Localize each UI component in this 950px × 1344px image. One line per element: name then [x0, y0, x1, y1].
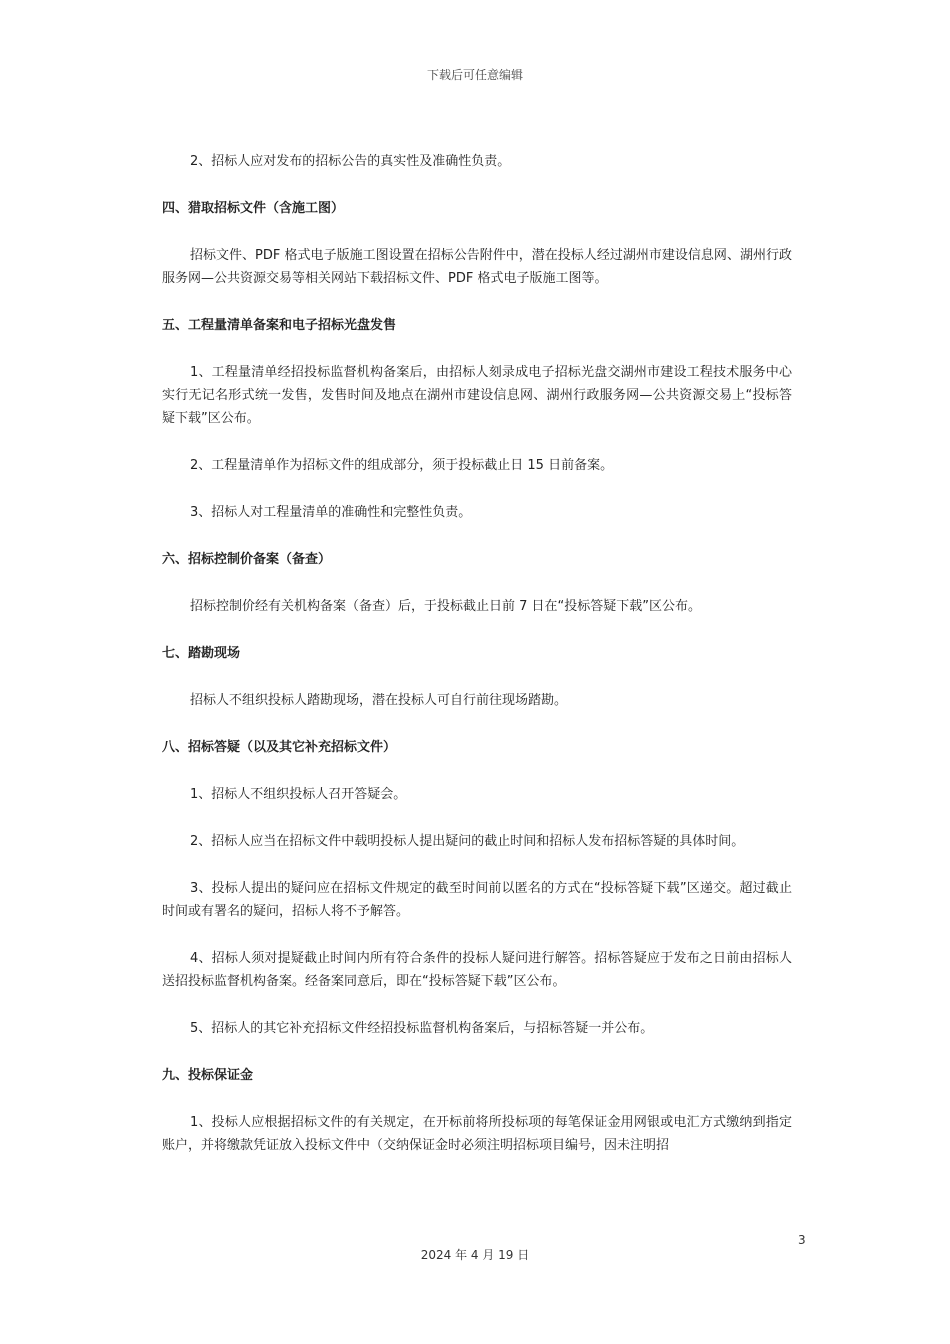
- section-heading: 八、招标答疑（以及其它补充招标文件）: [162, 740, 397, 755]
- paragraph: 2、工程量清单作为招标文件的组成部分，须于投标截止日 15 日前备案。: [190, 458, 614, 473]
- paragraph: 招标文件、PDF 格式电子版施工图设置在招标公告附件中，潜在投标人经过湖州市建设信息网、湖州行政服务网—公共资源交易等相关网站下载招标文件、PDF 格式电子版施工图等。: [162, 248, 792, 286]
- footer-date: 2024 年 4 月 19 日: [420, 1248, 530, 1262]
- document-body: [162, 150, 792, 1181]
- section-heading: 九、投标保证金: [162, 1068, 254, 1083]
- paragraph: 1、投标人应根据招标文件的有关规定，在开标前将所投标项的每笔保证金用网银或电汇方式缴纳到指定账户，并将缴款凭证放入投标文件中（交纳保证金时必须注明招标项目编号，因未注明招: [162, 1115, 792, 1153]
- paragraph: 招标人不组织投标人踏勘现场，潜在投标人可自行前往现场踏勘。: [190, 693, 568, 708]
- paragraph: 2、招标人应对发布的招标公告的真实性及准确性负责。: [190, 154, 511, 169]
- section-heading: 四、猎取招标文件（含施工图）: [162, 201, 345, 216]
- paragraph: 3、招标人对工程量清单的准确性和完整性负责。: [190, 505, 472, 520]
- page-header: 下载后可任意编辑: [426, 68, 523, 82]
- section-heading: 七、踏勘现场: [162, 646, 241, 661]
- page-number: 3: [798, 1233, 806, 1247]
- section-heading: 六、招标控制价备案（备查）: [162, 552, 332, 567]
- paragraph: 3、投标人提出的疑问应在招标文件规定的截至时间前以匿名的方式在“投标答疑下载”区递交。超过截止时间或有署名的疑问，招标人将不予解答。: [162, 881, 792, 919]
- paragraph: 招标控制价经有关机构备案（备查）后，于投标截止日前 7 日在“投标答疑下载”区公布。: [190, 599, 702, 614]
- paragraph: 1、招标人不组织投标人召开答疑会。: [190, 787, 407, 802]
- paragraph: 2、招标人应当在招标文件中载明投标人提出疑问的截止时间和招标人发布招标答疑的具体时间。: [190, 834, 745, 849]
- paragraph: 1、工程量清单经招投标监督机构备案后，由招标人刻录成电子招标光盘交湖州市建设工程技术服务中心实行无记名形式统一发售，发售时间及地点在湖州市建设信息网、湖州行政服务网—公共资源交易上“投标答疑下载”区公布。: [162, 365, 792, 426]
- paragraph: 5、招标人的其它补充招标文件经招投标监督机构备案后，与招标答疑一并公布。: [190, 1021, 654, 1036]
- section-heading: 五、工程量清单备案和电子招标光盘发售: [162, 318, 397, 333]
- paragraph: 4、招标人须对提疑截止时间内所有符合条件的投标人疑问进行解答。招标答疑应于发布之日前由招标人送招投标监督机构备案。经备案同意后，即在“投标答疑下载”区公布。: [162, 951, 792, 989]
